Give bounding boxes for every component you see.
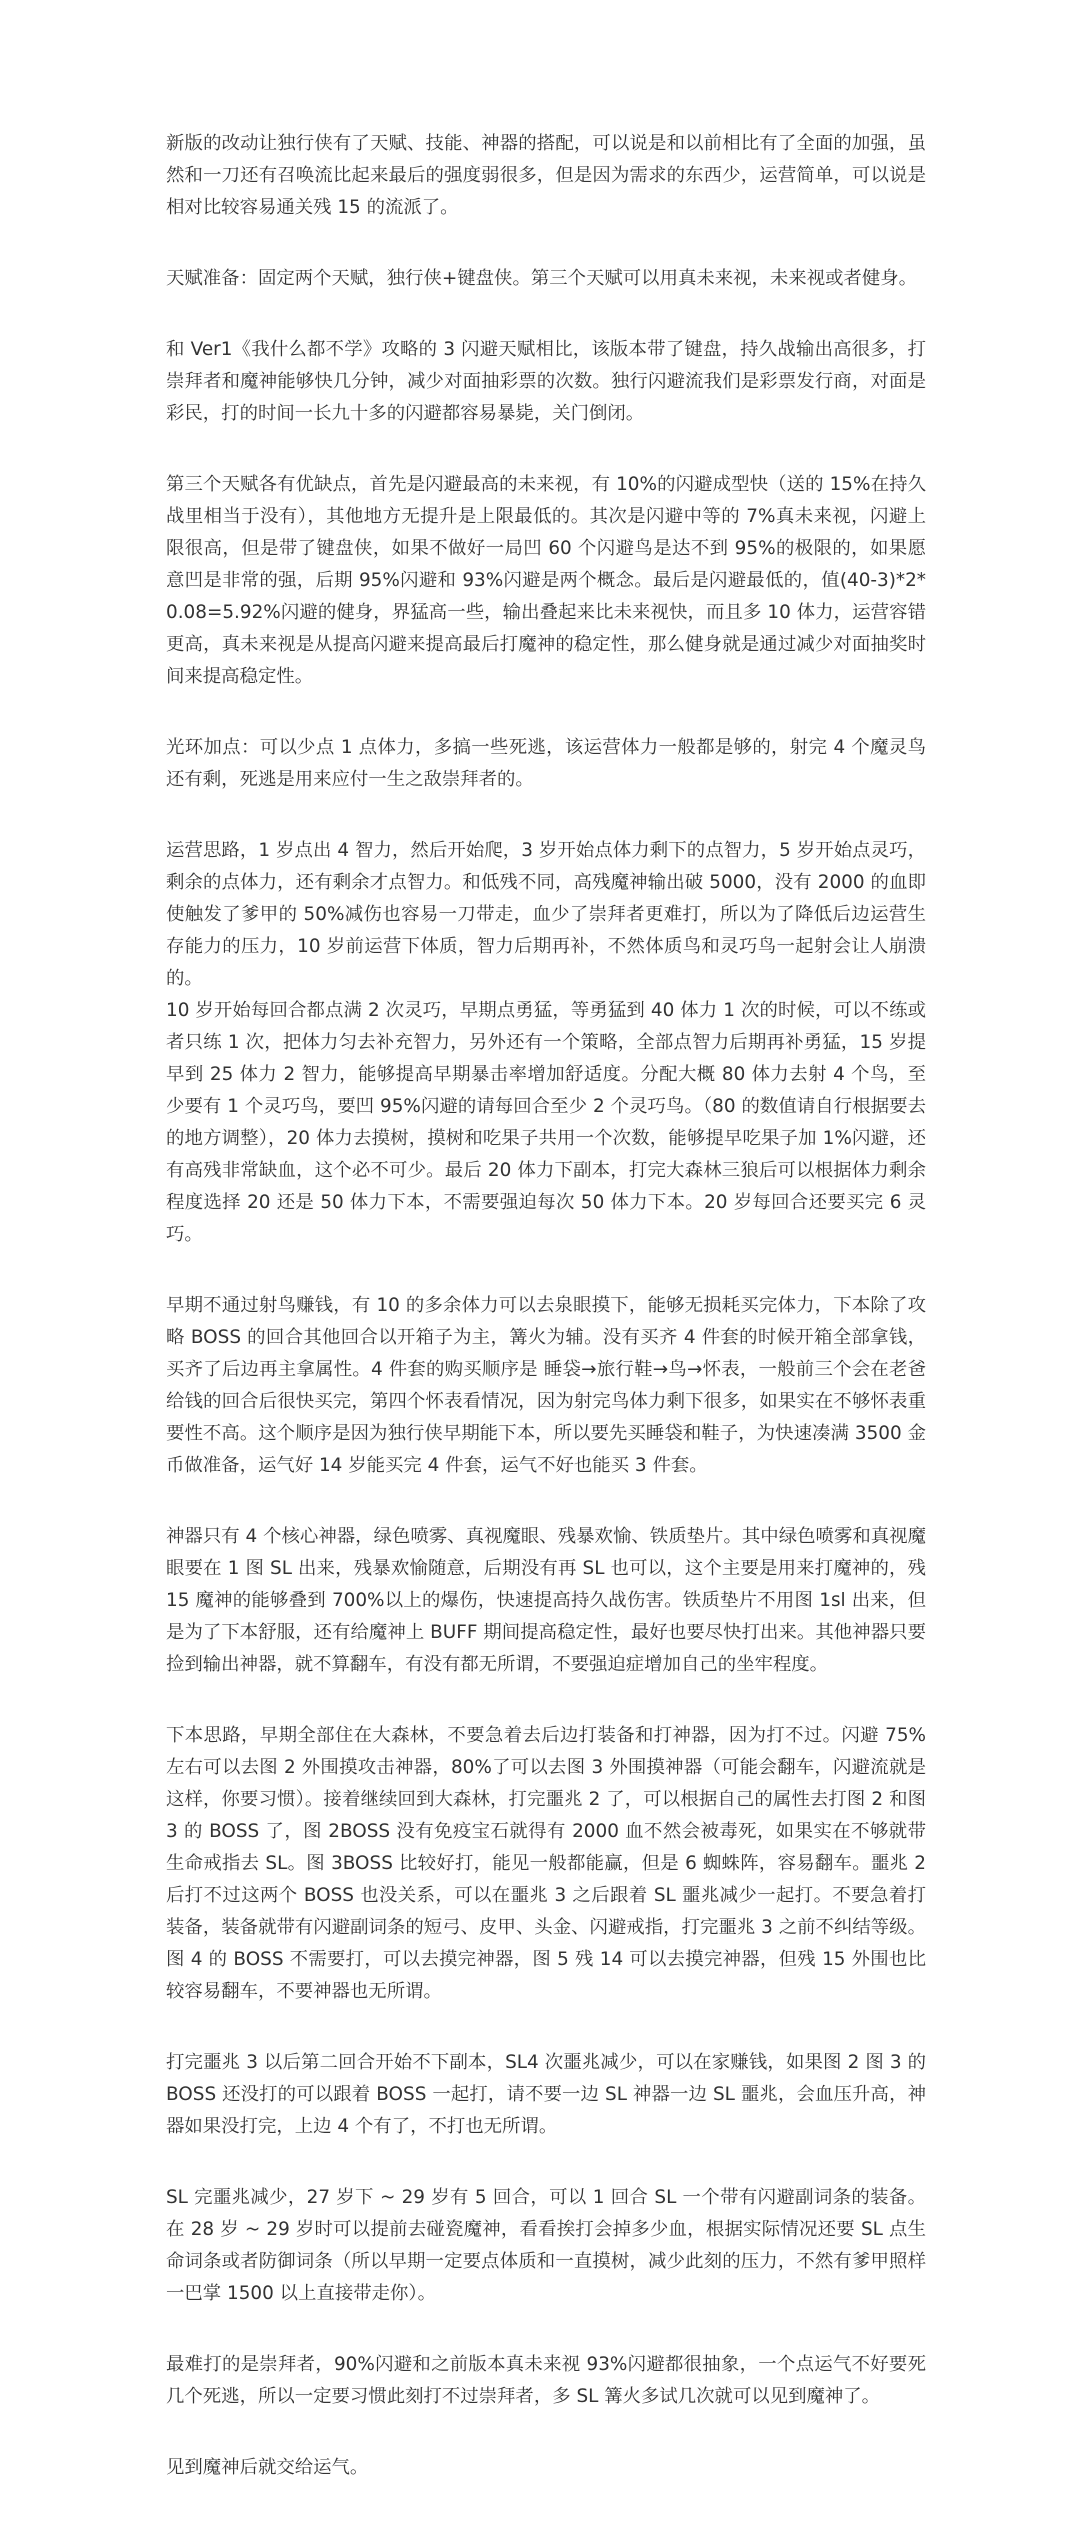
paragraph-talent-prep: 天赋准备：固定两个天赋，独行侠+键盘侠。第三个天赋可以用真未来视，未来视或者健身。 [166,268,918,289]
paragraph-dungeon-plan: 下本思路，早期全部住在大森林，不要急着去后边打装备和打神器，因为打不过。闪避 75%左右可以去图 2 外围摸攻击神器，80%了可以去图 3 外围摸神器（可能会翻车，闪避流就是这样，你要习惯）。接着继续回到大森林，打完噩兆 2 了，可以根据自己的属性去打图 2 和图 3 的 BOSS 了，图 2BOSS 没有免疫宝石就得有 2000 血不然会被毒死，如果实在不够就带生命戒指去 SL。图 3BOSS 比较好打，能见一般都能赢，但是 6 蜘蛛阵，容易翻车。噩兆 2 后打不过这两个 BOSS 也没关系，可以在噩兆 3 之后跟着 SL 噩兆减少一起打。不要急着打装备，装备就带有闪避副词条的短弓、皮甲、头金、闪避戒指，打完噩兆 3 之前不纠结等级。图 4 的 BOSS 不需要打，可以去摸完神器，图 5 残 14 可以去摸完神器，但残 15 外围也比较容易翻车，不要神器也无所谓。 [166,1725,926,2002]
paragraph-aura-points: 光环加点：可以少点 1 点体力，多搞一些死逃，该运营体力一般都是够的，射完 4 个魔灵鸟还有剩，死逃是用来应付一生之敌崇拜者的。 [166,737,926,790]
paragraph-after-omen3: 打完噩兆 3 以后第二回合开始不下副本，SL4 次噩兆减少，可以在家赚钱，如果图 2 图 3 的 BOSS 还没打的可以跟着 BOSS 一起打，请不要一边 SL 神器一边 SL 噩兆，会血压升高，神器如果没打完，上边 4 个有了，不打也无所谓。 [166,2052,926,2137]
paragraph-early-money: 早期不通过射鸟赚钱，有 10 的多余体力可以去泉眼摸下，能够无损耗买完体力，下本除了攻略 BOSS 的回合其他回合以开箱子为主，篝火为辅。没有买齐 4 件套的时候开箱全部拿钱，买齐了后边再主拿属性。4 件套的购买顺序是 睡袋→旅行鞋→鸟→怀表，一般前三个会在老爸给钱的回合后很快买完，第四个怀表看情况，因为射完鸟体力剩下很多，如果实在不够怀表重要性不高。这个顺序是因为独行侠早期能下本，所以要先买睡袋和鞋子，为快速凑满 3500 金币做准备，运气好 14 岁能买完 4 件套，运气不好也能买 3 件套。 [166,1295,926,1476]
paragraph-conclusion: 见到魔神后就交给运气。 [166,2457,369,2478]
article-body [166,128,926,2523]
paragraph-intro: 新版的改动让独行侠有了天赋、技能、神器的搭配，可以说是和以前相比有了全面的加强，虽然和一刀还有召唤流比起来最后的强度弱很多，但是因为需求的东西少，运营简单，可以说是相对比较容易通关残 15 的流派了。 [166,133,926,218]
paragraph-ver1-compare: 和 Ver1《我什么都不学》攻略的 3 闪避天赋相比，该版本带了键盘，持久战输出高很多，打崇拜者和魔神能够快几分钟，减少对面抽彩票的次数。独行闪避流我们是彩票发行商，对面是彩民，打的时间一长九十多的闪避都容易暴毙，关门倒闭。 [166,339,926,424]
paragraph-age10-plan: 10 岁开始每回合都点满 2 次灵巧，早期点勇猛，等勇猛到 40 体力 1 次的时候，可以不练或者只练 1 次，把体力匀去补充智力，另外还有一个策略，全部点智力后期再补勇猛，15 岁提早到 25 体力 2 智力，能够提高早期暴击率增加舒适度。分配大概 80 体力去射 4 个鸟，至少要有 1 个灵巧鸟，要凹 95%闪避的请每回合至少 2 个灵巧鸟。（80 的数值请自行根据要去的地方调整），20 体力去摸树，摸树和吃果子共用一个次数，能够提早吃果子加 1%闪避，还有高残非常缺血，这个必不可少。最后 20 体力下副本，打完大森林三狼后可以根据体力剩余程度选择 20 还是 50 体力下本，不需要强迫每次 50 体力下本。20 岁每回合还要买完 6 灵巧。 [166,1000,926,1245]
paragraph-artifacts: 神器只有 4 个核心神器，绿色喷雾、真视魔眼、残暴欢愉、铁质垫片。其中绿色喷雾和真视魔眼要在 1 图 SL 出来，残暴欢愉随意，后期没有再 SL 也可以，这个主要是用来打魔神的，残 15 魔神的能够叠到 700%以上的爆伤，快速提高持久战伤害。铁质垫片不用图 1sl 出来，但是为了下本舒服，还有给魔神上 BUFF 期间提高稳定性，最好也要尽快打出来。其他神器只要捡到输出神器，就不算翻车，有没有都无所谓，不要强迫症增加自己的坐牢程度。 [166,1526,926,1675]
paragraph-late-game: SL 完噩兆减少，27 岁下 ~ 29 岁有 5 回合，可以 1 回合 SL 一个带有闪避副词条的装备。在 28 岁 ~ 29 岁时可以提前去碰瓷魔神，看看挨打会掉多少血，根据实际情况还要 SL 点生命词条或者防御词条（所以早期一定要点体质和一直摸树，减少此刻的压力，不然有爹甲照样一巴掌 1500 以上直接带走你）。 [166,2187,926,2304]
paragraph-third-talent: 第三个天赋各有优缺点，首先是闪避最高的未来视，有 10%的闪避成型快（送的 15%在持久战里相当于没有），其他地方无提升是上限最低的。其次是闪避中等的 7%真未来视，闪避上限很高，但是带了键盘侠，如果不做好一局凹 60 个闪避鸟是达不到 95%的极限的，如果愿意凹是非常的强，后期 95%闪避和 93%闪避是两个概念。最后是闪避最低的，值(40-3)*2*0.08=5.92%闪避的健身，界猛高一些，输出叠起来比未来视快，而且多 10 体力，运营容错更高，真未来视是从提高闪避来提高最后打魔神的稳定性，那么健身就是通过减少对面抽奖时间来提高稳定性。 [166,474,926,687]
paragraph-operation-plan: 运营思路，1 岁点出 4 智力，然后开始爬，3 岁开始点体力剩下的点智力，5 岁开始点灵巧，剩余的点体力，还有剩余才点智力。和低残不同，高残魔神输出破 5000，没有 2000 的血即使触发了爹甲的 50%减伤也容易一刀带走，血少了崇拜者更难打，所以为了降低后边运营生存能力的压力，10 岁前运营下体质，智力后期再补，不然体质鸟和灵巧鸟一起射会让人崩溃的。 [166,840,926,989]
paragraph-worshipper: 最难打的是崇拜者，90%闪避和之前版本真未来视 93%闪避都很抽象，一个点运气不好要死几个死逃，所以一定要习惯此刻打不过崇拜者，多 SL 篝火多试几次就可以见到魔神了。 [166,2354,926,2407]
